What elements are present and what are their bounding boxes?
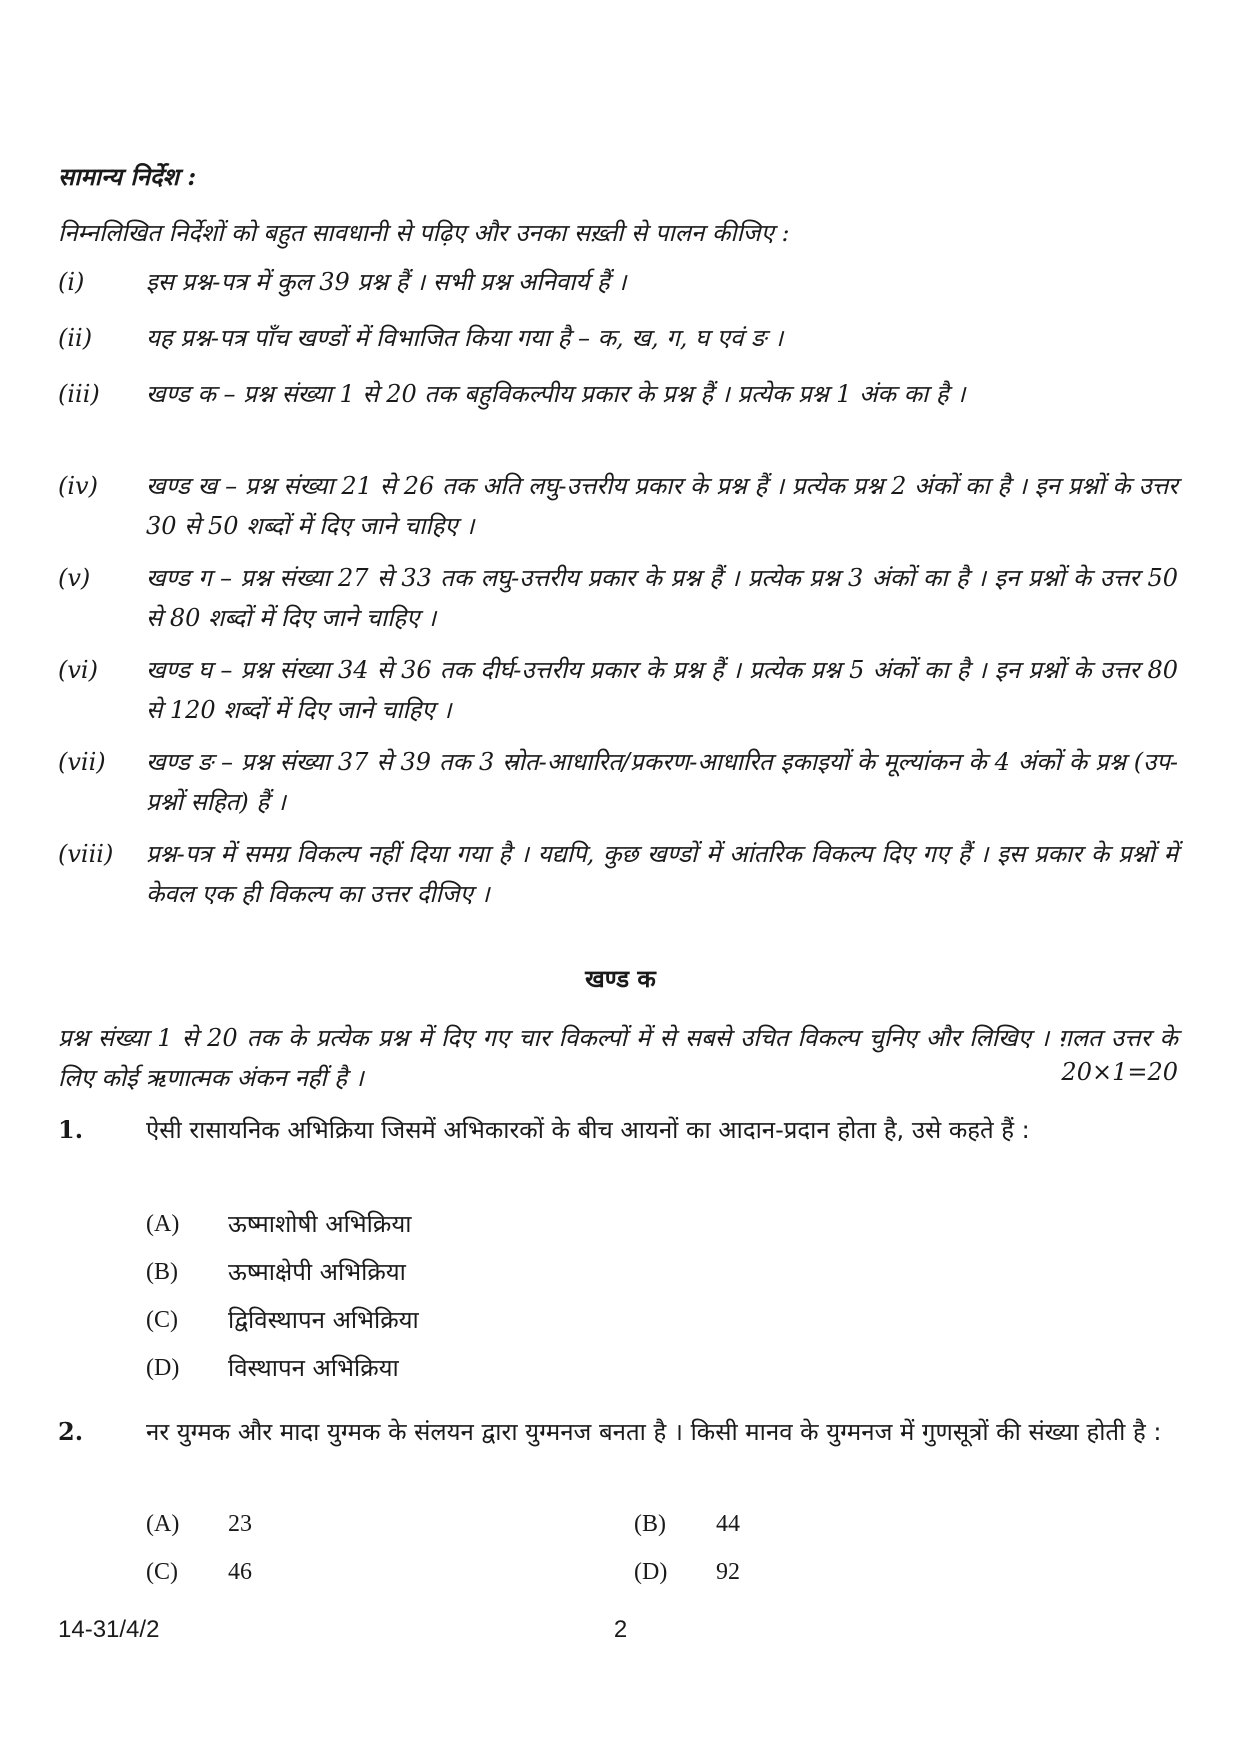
paper-code: 14-31/4/2 [58, 1616, 160, 1643]
instruction-text: खण्ड ग – प्रश्न संख्या 27 से 33 तक लघु-उत्तरीय प्रकार के प्रश्न हैं । प्रत्येक प्रश्न 3 अंकों का है । इन प्रश्नों के उत्तर 50 से 80 शब्दों में दिए जाने चाहिए । [146, 564, 1178, 632]
page-number: 2 [613, 1616, 628, 1643]
option-text: विस्थापन अभिक्रिया [228, 1354, 399, 1382]
question-1 [58, 1110, 1178, 1190]
instruction-number: (iii) [58, 380, 100, 408]
instruction-text: खण्ड ख – प्रश्न संख्या 21 से 26 तक अति लघु-उत्तरीय प्रकार के प्रश्न हैं । प्रत्येक प्रश्न 2 अंकों का है । इन प्रश्नों के उत्तर 30 से 50 शब्दों में दिए जाने चाहिए । [146, 472, 1178, 540]
option-label: (C) [146, 1307, 178, 1333]
instruction-number: (i) [58, 268, 85, 296]
option-text: द्विविस्थापन अभिक्रिया [228, 1306, 419, 1334]
question-2 [58, 1412, 1178, 1492]
option-text: 23 [228, 1511, 252, 1537]
instruction-number: (vi) [58, 656, 98, 684]
option-label: (A) [146, 1211, 180, 1237]
question-number: 2. [58, 1417, 84, 1446]
option-label: (D) [146, 1355, 180, 1381]
general-instructions-heading: सामान्य निर्देश : [58, 162, 197, 191]
question-number: 1. [58, 1115, 84, 1144]
option-label: (A) [146, 1511, 180, 1537]
general-instructions-intro: निम्नलिखित निर्देशों को बहुत सावधानी से पढ़िए और उनका सख़्ती से पालन कीजिए : [58, 219, 790, 247]
option-label: (B) [634, 1511, 666, 1537]
instruction-text: खण्ड ङ – प्रश्न संख्या 37 से 39 तक 3 स्रोत-आधारित/प्रकरण-आधारित इकाइयों के मूल्यांकन के 4 अंकों के प्रश्न (उप-प्रश्नों सहित) हैं । [146, 748, 1178, 816]
instruction-text: खण्ड घ – प्रश्न संख्या 34 से 36 तक दीर्घ-उत्तरीय प्रकार के प्रश्न हैं । प्रत्येक प्रश्न 5 अंकों का है । इन प्रश्नों के उत्तर 80 से 120 शब्दों में दिए जाने चाहिए । [146, 656, 1178, 724]
instruction-number: (ii) [58, 324, 93, 352]
instruction-text: खण्ड क – प्रश्न संख्या 1 से 20 तक बहुविकल्पीय प्रकार के प्रश्न हैं । प्रत्येक प्रश्न 1 अंक का है । [146, 380, 966, 408]
instruction-text: प्रश्न-पत्र में समग्र विकल्प नहीं दिया गया है । यद्यपि, कुछ खण्डों में आंतरिक विकल्प दिए गए हैं । इस प्रकार के प्रश्नों में केवल एक ही विकल्प का उत्तर दीजिए । [146, 840, 1178, 908]
instruction-number: (v) [58, 564, 91, 592]
instruction-number: (viii) [58, 840, 114, 868]
question-text: नर युग्मक और मादा युग्मक के संलयन द्वारा युग्मनज बनता है । किसी मानव के युग्मनज में गुणसूत्रों की संख्या होती है : [146, 1418, 1162, 1446]
section-title: खण्ड क [585, 964, 656, 993]
option-text: 44 [716, 1511, 740, 1537]
option-text: 46 [228, 1559, 252, 1585]
option-label: (C) [146, 1559, 178, 1585]
option-text: ऊष्माशोषी अभिक्रिया [228, 1210, 412, 1238]
option-label: (D) [634, 1559, 668, 1585]
instruction-text: इस प्रश्न-पत्र में कुल 39 प्रश्न हैं । सभी प्रश्न अनिवार्य हैं । [146, 268, 627, 296]
option-label: (B) [146, 1259, 178, 1285]
option-text: 92 [716, 1559, 740, 1585]
instruction-number: (iv) [58, 472, 98, 500]
instruction-text: यह प्रश्न-पत्र पाँच खण्डों में विभाजित किया गया है – क, ख, ग, घ एवं ङ । [146, 324, 784, 352]
option-text: ऊष्माक्षेपी अभिक्रिया [228, 1258, 406, 1286]
instruction-number: (vii) [58, 748, 106, 776]
section-marks: 20×1=20 [1061, 1058, 1178, 1086]
question-text: ऐसी रासायनिक अभिक्रिया जिसमें अभिकारकों के बीच आयनों का आदान-प्रदान होता है, उसे कहते हैं : [146, 1116, 1030, 1144]
section-intro: प्रश्न संख्या 1 से 20 तक के प्रत्येक प्रश्न में दिए गए चार विकल्पों में से सबसे उचित विकल्प चुनिए और लिखिए । ग़लत उत्तर के लिए कोई ऋणात्मक अंकन नहीं है । [58, 1024, 1178, 1092]
